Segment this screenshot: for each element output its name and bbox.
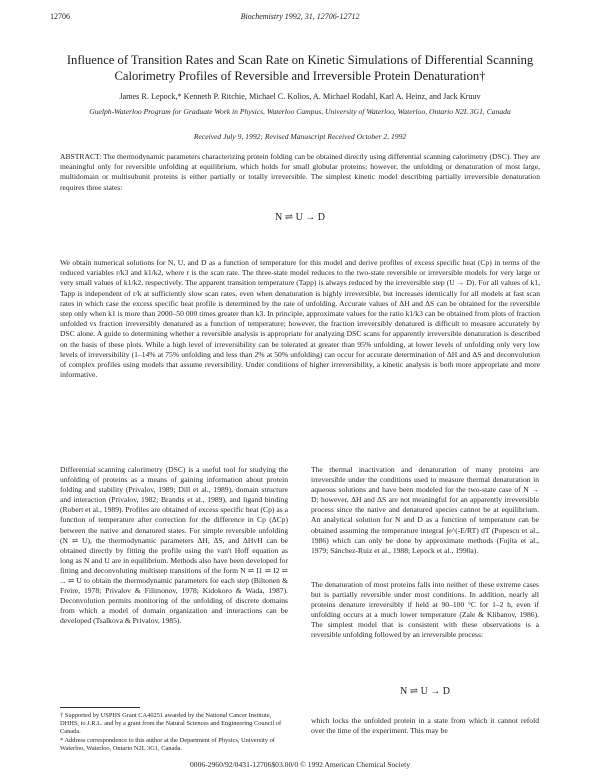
footnote-funding: † Supported by USPHS Grant CA40251 awarded by the National Cancer Institute, DHHS, to J.R.L. and by a grant from the Natural Sciences and Engineering Council of Canada. [60, 712, 282, 736]
journal-citation: Biochemistry 1992, 31, 12706-12712 [240, 12, 360, 21]
author-list: James R. Lepock,* Kenneth P. Ritchie, Michael C. Kolios, A. Michael Rodahl, Karl A. Heinz, and Jack Kruuv [119, 92, 481, 101]
footnote-divider [60, 707, 140, 708]
paper-title: Influence of Transition Rates and Scan Rate on Kinetic Simulations of Differential Scanning Calorimetry Profiles of Reversible and Irreversible Protein Denaturation† [66, 53, 534, 83]
affiliation: Guelph-Waterloo Program for Graduate Work in Physics, Waterloo Campus, University of Waterloo, Waterloo, Ontario N2L 3G1, Canada [89, 107, 511, 116]
abstract-paragraph-1: ABSTRACT: The thermodynamic parameters characterizing protein folding can be obtained directly using differential scanning calorimetry (DSC). They are meaningful only for reversible unfolding at equilibrium, which holds for small globular proteins; however, the unfolding or denaturation of most large, multidomain or multisubunit proteins is either partially or totally irreversible. The simplest kinetic model describing partially irreversible denaturation requires three states: [60, 152, 540, 192]
page-number: 12706 [50, 12, 70, 21]
body-right-paragraph-2: The denaturation of most proteins falls into neither of these extreme cases but is partially reversible under most conditions. In addition, nearly all proteins denature irreversibly if held at 90–100 °C for 1–2 h, even if unfolding occurs at a much lower temperature (Zale & Klibanov, 1986). The simplest model that is consistent with these observations is a reversible unfolding followed by an irreversible process: [311, 580, 539, 640]
body-right-paragraph-3: which locks the unfolded protein in a state from which it cannot refold over the time of the experiment. This may be [311, 716, 539, 736]
body-left-column: Differential scanning calorimetry (DSC) is a useful tool for studying the unfolding of proteins as a means of gaining information about protein folding and stability (Privalov, 1989; Dill et al., 1989), domain structure and interaction (Privalov, 1982; Brandts et al., 1989), and ligand binding (Robert et al., 1989). Profiles are obtained of excess specific heat (Cp) as a function of temperature after correction for the difference in Cp (ΔCp) between the native and denatured states. For simple reversible unfolding (N ⇌ U), the thermodynamic parameters ΔH, ΔS, and ΔHvH can be obtained directly by fitting the profile using the van't Hoff equation as long as N and U are in equilibrium. Methods also have been developed for fitting and deconvoluting multistep transitions of the form N ⇌ I1 ⇌ I2 ⇌ ... ⇌ U to obtain the thermodynamic parameters for each step (Biltonen & Freire, 1978; Privalov & Filimonov, 1978; Kidokoro & Wada, 1987). Deconvolution permits monitoring of the unfolding of discrete domains from which a model of domain organization and interactions can be developed (Tsalkova & Privalov, 1985). [60, 465, 288, 626]
kinetic-scheme-2: N ⇌ U → D [399, 686, 451, 697]
received-dates: Received July 9, 1992; Revised Manuscript Received October 2, 1992 [193, 132, 407, 141]
body-right-paragraph-1: The thermal inactivation and denaturation of many proteins are irreversible under the conditions used to measure thermal denaturation in aqueous solutions and have been modeled for the two-state case of N → D; however, ΔH and ΔS are not meaningful for an apparently irreversible process since the native and denatured species cannot be at equilibrium. An analytical solution for N and D as a function of temperature can be obtained assuming the temperature integral ∫e^(-E/RT) dT (Popescu et al., 1986) which can only be done by approximate methods (Fujita et al., 1979; Sánchez-Ruiz et al., 1988; Lepock et al., 1990a). [311, 465, 539, 555]
footnotes [60, 712, 288, 753]
copyright-line: 0006-2960/92/0431-12706$03.00/0 © 1992 American Chemical Society [189, 760, 411, 769]
kinetic-scheme-1: N ⇌ U → D [274, 212, 326, 223]
abstract-paragraph-2: We obtain numerical solutions for N, U, and D as a function of temperature for this model and derive profiles of excess specific heat (Cp) in terms of the reduced variables r/k3 and k1/k2, where r is the scan rate. The three-state model reduces to the two-state reversible or irreversible models for very large or very small values of k1/k2, respectively. The apparent transition temperature (Tapp) is always reduced by the irreversible step (U → D). For all values of k1, Tapp is independent of r/k at sufficiently slow scan rates, even when denaturation is highly irreversible, but increases identically for all models at fast scan rates in which case the excess specific heat profile is determined by the rate of unfolding. Accurate values of ΔH and ΔS can be obtained for the reversible step only when k1 is more than 2000–50 000 times greater than k3. In principle, approximate values for the ratio k1/k3 can be obtained from plots of fraction unfolded vs fraction irreversibly denatured as a function of temperature; however, the fraction irreversibly denatured is difficult to measure accurately by DSC alone. A guide to determining whether a reversible analysis is appropriate for analyzing DSC scans for apparently irreversible denaturation is described on the basis of these plots. While a high level of irreversibility can be tolerated at greater than 95% unfolding, at lower levels of unfolding only very low levels of irreversibility (1–14% at 75% unfolding and less than 2% at 50% unfolding) can occur for accurate determination of ΔH and ΔS and deconvolution of complex profiles using models that assume reversibility. Under conditions of higher irreversibility, a kinetic analysis is both more appropriate and more informative. [60, 258, 540, 380]
footnote-correspondence: * Address correspondence to this author at the Department of Physics, University of Waterloo, Waterloo, Ontario N2L 3G1, Canada. [60, 736, 275, 752]
